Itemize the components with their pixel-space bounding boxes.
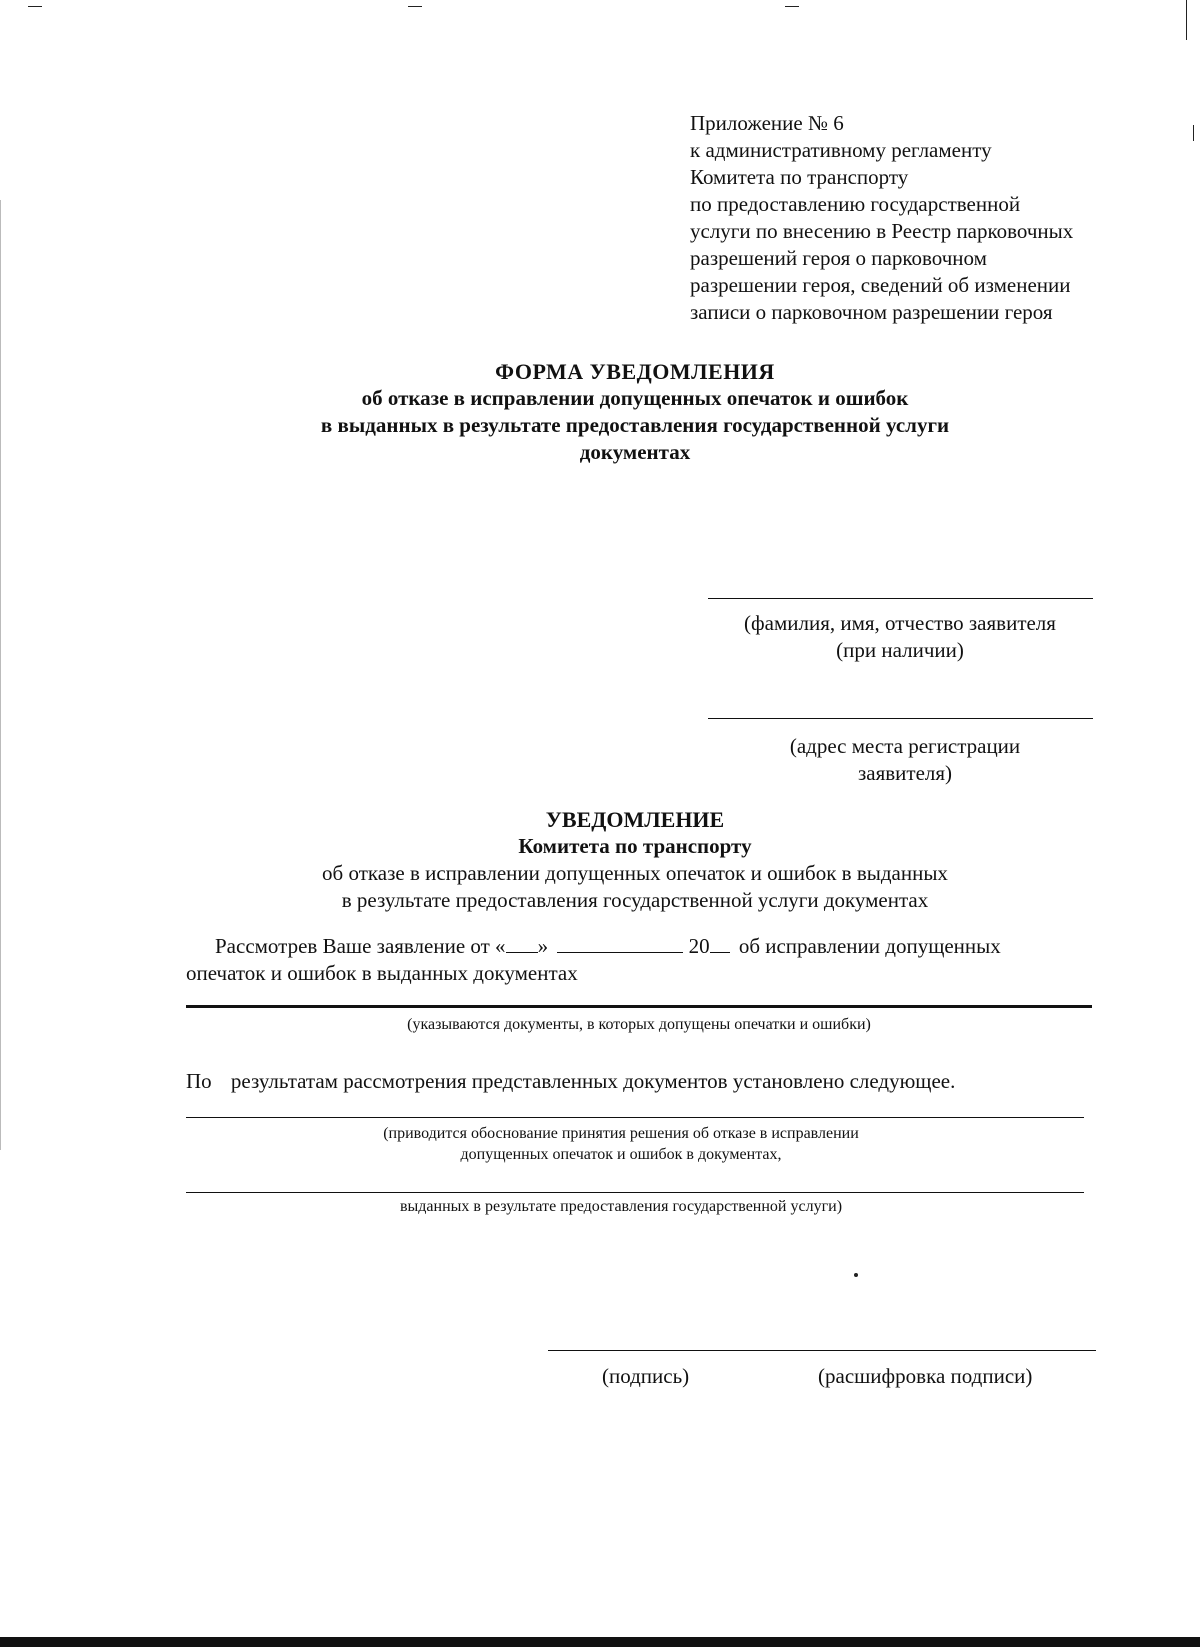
appendix-line: Приложение № 6 <box>690 111 844 135</box>
paragraph-text: 20 <box>688 934 710 958</box>
application-date-paragraph <box>215 933 1001 960</box>
form-title-subtitle: об отказе в исправлении допущенных опечаток и ошибок <box>361 386 909 410</box>
reason-caption-line: допущенных опечаток и ошибок в документах, <box>460 1146 782 1163</box>
appendix-line: Комитета по транспорту <box>690 165 909 189</box>
form-title-subtitle: документах <box>579 440 691 464</box>
appendix-line: услуги по внесению в Реестр парковочных <box>690 219 1074 243</box>
paragraph-text: результатам рассмотрения представленных документов установлено следующее. <box>230 1069 956 1093</box>
signature-label: (подпись) <box>602 1364 690 1388</box>
scan-mark-top-right <box>785 6 799 7</box>
form-title-heading: ФОРМА УВЕДОМЛЕНИЯ <box>495 359 775 384</box>
documents-caption: (указываются документы, в которых допущены опечатки и ошибки) <box>407 1016 871 1033</box>
documents-field-line[interactable] <box>186 1005 1092 1008</box>
scan-mark-left-edge <box>0 200 1 1150</box>
notice-subject: в результате предоставления государственной услуги документах <box>341 888 929 912</box>
reason-caption-line: (приводится обоснование принятия решения об отказе в исправлении <box>383 1125 859 1142</box>
appendix-line: разрешений героя о парковочном <box>690 246 987 270</box>
scan-mark-right-small <box>1193 125 1194 141</box>
form-title <box>0 358 1200 466</box>
paragraph-text: » <box>537 934 549 958</box>
applicant-name-caption-line: (фамилия, имя, отчество заявителя <box>744 611 1056 635</box>
reason-caption-continued: выданных в результате предоставления государственной услуги) <box>399 1198 843 1215</box>
applicant-address-line[interactable] <box>708 718 1093 719</box>
applicant-address-caption-line: (адрес места регистрации <box>789 734 1021 758</box>
appendix-line: записи о парковочном разрешении героя <box>690 300 1053 324</box>
notice-title: УВЕДОМЛЕНИЕ <box>545 807 725 832</box>
month-blank[interactable] <box>557 934 683 953</box>
applicant-name-line[interactable] <box>708 598 1093 599</box>
applicant-address-caption-line: заявителя) <box>857 761 953 785</box>
appendix-line: к административному регламенту <box>690 138 992 162</box>
scan-dot <box>854 1273 858 1277</box>
bottom-scan-border <box>0 1637 1200 1647</box>
notice-issuer: Комитета по транспорту <box>518 834 752 858</box>
signature-line[interactable] <box>548 1350 1096 1351</box>
form-title-subtitle: в выданных в результате предоставления государственной услуги <box>320 413 950 437</box>
application-date-paragraph-line2: опечаток и ошибок в выданных документах <box>186 961 578 985</box>
day-blank[interactable] <box>506 934 538 953</box>
signature-decode-label: (расшифровка подписи) <box>818 1364 1033 1388</box>
paragraph-text: об исправлении допущенных <box>738 934 1001 958</box>
paragraph-text: По <box>186 1069 212 1093</box>
year-blank[interactable] <box>710 934 730 953</box>
appendix-block <box>690 110 1160 326</box>
notice-heading <box>0 806 1200 914</box>
reason-field-line-2[interactable] <box>186 1192 1084 1193</box>
reason-field-line[interactable] <box>186 1117 1084 1118</box>
results-paragraph <box>186 1068 955 1095</box>
scan-mark-top-center <box>408 6 422 7</box>
applicant-address-caption <box>760 733 1050 787</box>
paragraph-text: Рассмотрев Ваше заявление от « <box>215 934 506 958</box>
applicant-name-caption-line: (при наличии) <box>836 638 964 662</box>
appendix-line: по предоставлению государственной <box>690 192 1021 216</box>
appendix-line: разрешении героя, сведений об изменении <box>690 273 1071 297</box>
scan-mark-top-left <box>28 6 42 7</box>
applicant-name-caption <box>700 610 1100 664</box>
scan-mark-right-edge <box>1186 0 1187 40</box>
notice-subject: об отказе в исправлении допущенных опечаток и ошибок в выданных <box>322 861 948 885</box>
reason-caption <box>186 1123 1056 1165</box>
